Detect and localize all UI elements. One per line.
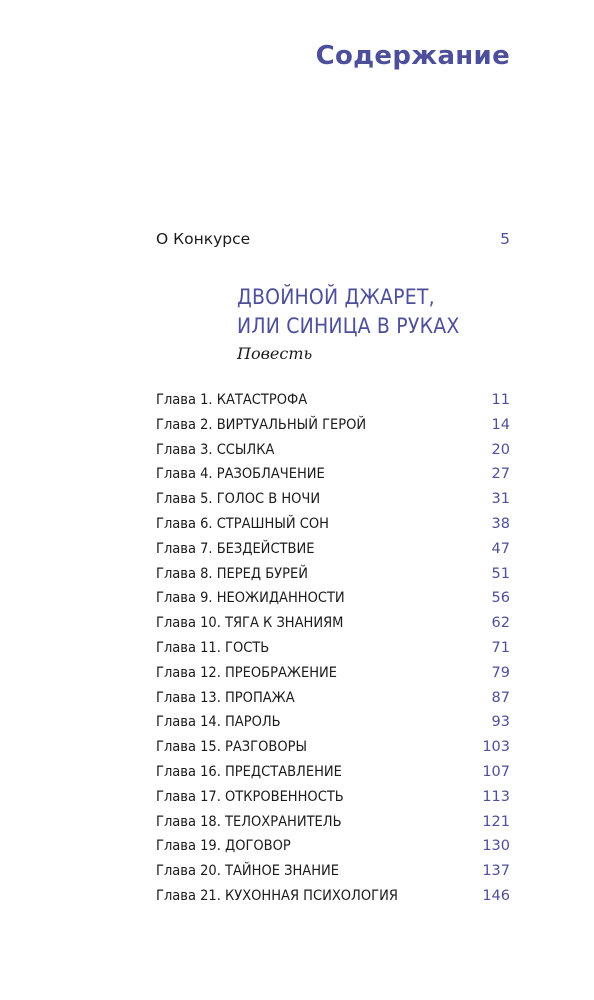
toc-entry-page-number: 87: [491, 689, 510, 706]
toc-entry-page-number: 121: [482, 813, 510, 830]
toc-entry-page-number: 14: [491, 416, 510, 433]
section-heading-line-2: ИЛИ СИНИЦА В РУКАХ: [237, 314, 460, 338]
toc-entry[interactable]: [156, 686, 510, 711]
toc-entry-label: Глава 11. ГОСТЬ: [156, 639, 270, 656]
toc-entry[interactable]: [156, 388, 510, 413]
toc-entry-label: Глава 14. ПАРОЛЬ: [156, 714, 281, 731]
toc-entry[interactable]: [156, 760, 510, 785]
toc-entry-page-number: 79: [491, 664, 510, 681]
toc-entry-label: Глава 1. КАТАСТРОФА: [156, 392, 308, 408]
toc-entry-label: Глава 18. ТЕЛОХРАНИТЕЛЬ: [156, 813, 342, 830]
toc-entry-label: Глава 17. ОТКРОВЕННОСТЬ: [156, 788, 344, 805]
toc-entry-label: Глава 15. РАЗГОВОРЫ: [156, 739, 307, 756]
toc-entry[interactable]: [156, 586, 510, 611]
toc-intro-row[interactable]: [156, 230, 510, 248]
toc-entry-label: Глава 13. ПРОПАЖА: [156, 689, 295, 706]
toc-entry-label: Глава 20. ТАЙНОЕ ЗНАНИЕ: [156, 863, 340, 880]
toc-entry-label: Глава 7. БЕЗДЕЙСТВИЕ: [156, 540, 315, 557]
toc-entry[interactable]: [156, 512, 510, 537]
section-heading-line-1: ДВОЙНОЙ ДЖАРЕТ,: [237, 285, 435, 309]
toc-entry-label: Глава 9. НЕОЖИДАННОСТИ: [156, 590, 345, 607]
toc-entry-page-number: 47: [491, 540, 510, 557]
toc-entry[interactable]: [156, 537, 510, 562]
section-heading: [237, 283, 459, 341]
toc-entry[interactable]: [156, 785, 510, 810]
toc-entry-page-number: 113: [482, 788, 510, 805]
toc-entry-label: Глава 12. ПРЕОБРАЖЕНИЕ: [156, 664, 338, 681]
section-subtitle: Повесть: [237, 344, 313, 363]
toc-entry-page-number: 31: [491, 491, 510, 508]
toc-entry-label: Глава 3. ССЫЛКА: [156, 441, 275, 458]
toc-entry[interactable]: [156, 735, 510, 760]
toc-entry-page-number: 11: [491, 392, 510, 408]
toc-entry-page-number: 56: [491, 590, 510, 607]
toc-entry[interactable]: [156, 661, 510, 686]
toc-entry-label: Глава 6. СТРАШНЫЙ СОН: [156, 515, 329, 532]
table-of-contents: [156, 388, 510, 909]
toc-entry[interactable]: [156, 834, 510, 859]
toc-entry[interactable]: [156, 636, 510, 661]
page-title: Содержание: [315, 41, 510, 71]
toc-entry-page-number: 38: [491, 515, 510, 532]
toc-entry[interactable]: [156, 438, 510, 463]
toc-entry-label: Глава 8. ПЕРЕД БУРЕЙ: [156, 565, 308, 582]
toc-entry-page-number: 51: [491, 565, 510, 582]
toc-entry[interactable]: [156, 611, 510, 636]
toc-entry-page-number: 20: [491, 441, 510, 458]
toc-entry-page-number: 130: [482, 838, 510, 855]
toc-entry-page-number: 137: [482, 863, 510, 880]
toc-entry[interactable]: [156, 810, 510, 835]
toc-entry-label: Глава 5. ГОЛОС В НОЧИ: [156, 491, 321, 508]
toc-entry-page-number: 93: [491, 714, 510, 731]
toc-entry-label: Глава 2. ВИРТУАЛЬНЫЙ ГЕРОЙ: [156, 416, 367, 433]
toc-entry[interactable]: [156, 884, 510, 909]
toc-entry-label: Глава 16. ПРЕДСТАВЛЕНИЕ: [156, 763, 342, 780]
toc-entry-label: Глава 19. ДОГОВОР: [156, 838, 291, 855]
toc-entry-page-number: 27: [491, 466, 510, 483]
toc-entry-label: Глава 10. ТЯГА К ЗНАНИЯМ: [156, 615, 344, 632]
toc-entry-page-number: 62: [491, 615, 510, 632]
toc-entry-page-number: 71: [491, 639, 510, 656]
toc-intro-page-number: 5: [500, 230, 510, 248]
toc-entry-page-number: 146: [482, 887, 510, 904]
toc-entry-page-number: 103: [482, 739, 510, 756]
toc-entry[interactable]: [156, 562, 510, 587]
toc-entry-page-number: 107: [482, 763, 510, 780]
toc-entry[interactable]: [156, 710, 510, 735]
toc-entry-label: Глава 4. РАЗОБЛАЧЕНИЕ: [156, 466, 325, 483]
toc-intro-label: О Конкурсе: [156, 230, 251, 248]
toc-entry[interactable]: [156, 413, 510, 438]
toc-entry[interactable]: [156, 859, 510, 884]
toc-entry-label: Глава 21. КУХОННАЯ ПСИХОЛОГИЯ: [156, 887, 398, 904]
toc-entry[interactable]: [156, 487, 510, 512]
toc-entry[interactable]: [156, 462, 510, 487]
